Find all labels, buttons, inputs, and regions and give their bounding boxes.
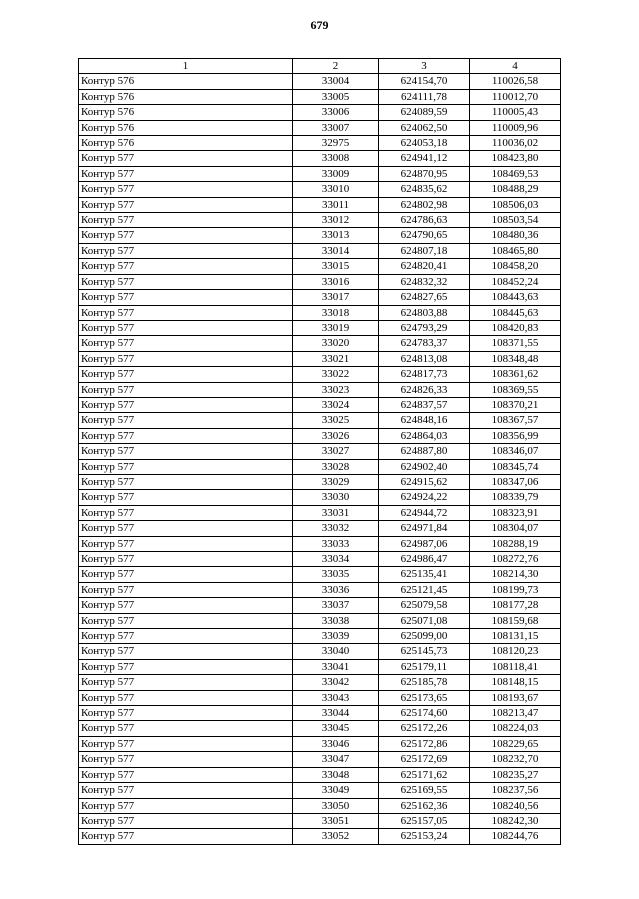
x-coordinate-cell: 625169,55 bbox=[379, 783, 470, 798]
point-number-cell: 33034 bbox=[293, 552, 379, 567]
table-row bbox=[79, 166, 561, 181]
contour-name-cell: Контур 577 bbox=[79, 613, 293, 628]
table-row bbox=[79, 644, 561, 659]
contour-name-cell: Контур 577 bbox=[79, 644, 293, 659]
table-row bbox=[79, 397, 561, 412]
contour-name-cell: Контур 577 bbox=[79, 813, 293, 828]
x-coordinate-cell: 624971,84 bbox=[379, 521, 470, 536]
point-number-cell: 33019 bbox=[293, 320, 379, 335]
y-coordinate-cell: 108272,76 bbox=[470, 552, 561, 567]
point-number-cell: 33006 bbox=[293, 105, 379, 120]
x-coordinate-cell: 624870,95 bbox=[379, 166, 470, 181]
y-coordinate-cell: 108148,15 bbox=[470, 675, 561, 690]
y-coordinate-cell: 108420,83 bbox=[470, 320, 561, 335]
table-row bbox=[79, 336, 561, 351]
x-coordinate-cell: 625171,62 bbox=[379, 767, 470, 782]
point-number-cell: 33038 bbox=[293, 613, 379, 628]
table-row bbox=[79, 767, 561, 782]
contour-name-cell: Контур 577 bbox=[79, 490, 293, 505]
y-coordinate-cell: 108214,30 bbox=[470, 567, 561, 582]
y-coordinate-cell: 108118,41 bbox=[470, 659, 561, 674]
table-row bbox=[79, 629, 561, 644]
y-coordinate-cell: 108345,74 bbox=[470, 459, 561, 474]
y-coordinate-cell: 108339,79 bbox=[470, 490, 561, 505]
point-number-cell: 33033 bbox=[293, 536, 379, 551]
y-coordinate-cell: 108229,65 bbox=[470, 736, 561, 751]
contour-name-cell: Контур 577 bbox=[79, 305, 293, 320]
x-coordinate-cell: 624803,88 bbox=[379, 305, 470, 320]
y-coordinate-cell: 108452,24 bbox=[470, 274, 561, 289]
table-row bbox=[79, 783, 561, 798]
table-row bbox=[79, 474, 561, 489]
table-row bbox=[79, 490, 561, 505]
table-row bbox=[79, 197, 561, 212]
y-coordinate-cell: 108323,91 bbox=[470, 505, 561, 520]
table-row bbox=[79, 552, 561, 567]
contour-name-cell: Контур 577 bbox=[79, 598, 293, 613]
table-row bbox=[79, 798, 561, 813]
y-coordinate-cell: 108506,03 bbox=[470, 197, 561, 212]
x-coordinate-cell: 624915,62 bbox=[379, 474, 470, 489]
y-coordinate-cell: 108503,54 bbox=[470, 213, 561, 228]
point-number-cell: 33022 bbox=[293, 367, 379, 382]
contour-name-cell: Контур 577 bbox=[79, 166, 293, 181]
column-header-2: 2 bbox=[293, 59, 379, 74]
contour-name-cell: Контур 576 bbox=[79, 120, 293, 135]
contour-name-cell: Контур 577 bbox=[79, 706, 293, 721]
point-number-cell: 33048 bbox=[293, 767, 379, 782]
table-row bbox=[79, 721, 561, 736]
table-row bbox=[79, 428, 561, 443]
point-number-cell: 33044 bbox=[293, 706, 379, 721]
point-number-cell: 33040 bbox=[293, 644, 379, 659]
contour-name-cell: Контур 577 bbox=[79, 505, 293, 520]
y-coordinate-cell: 108288,19 bbox=[470, 536, 561, 551]
point-number-cell: 33041 bbox=[293, 659, 379, 674]
y-coordinate-cell: 108346,07 bbox=[470, 444, 561, 459]
point-number-cell: 33032 bbox=[293, 521, 379, 536]
y-coordinate-cell: 108458,20 bbox=[470, 259, 561, 274]
x-coordinate-cell: 624793,29 bbox=[379, 320, 470, 335]
contour-name-cell: Контур 577 bbox=[79, 336, 293, 351]
x-coordinate-cell: 625172,86 bbox=[379, 736, 470, 751]
table-row bbox=[79, 829, 561, 844]
x-coordinate-cell: 624807,18 bbox=[379, 243, 470, 258]
y-coordinate-cell: 108480,36 bbox=[470, 228, 561, 243]
y-coordinate-cell: 108367,57 bbox=[470, 413, 561, 428]
x-coordinate-cell: 624987,06 bbox=[379, 536, 470, 551]
point-number-cell: 33014 bbox=[293, 243, 379, 258]
contour-name-cell: Контур 577 bbox=[79, 629, 293, 644]
point-number-cell: 33029 bbox=[293, 474, 379, 489]
point-number-cell: 33025 bbox=[293, 413, 379, 428]
contour-name-cell: Контур 577 bbox=[79, 351, 293, 366]
table-row bbox=[79, 182, 561, 197]
y-coordinate-cell: 108371,55 bbox=[470, 336, 561, 351]
table-row bbox=[79, 367, 561, 382]
x-coordinate-cell: 624783,37 bbox=[379, 336, 470, 351]
point-number-cell: 33021 bbox=[293, 351, 379, 366]
x-coordinate-cell: 624813,08 bbox=[379, 351, 470, 366]
contour-name-cell: Контур 577 bbox=[79, 552, 293, 567]
point-number-cell: 33012 bbox=[293, 213, 379, 228]
table-row bbox=[79, 567, 561, 582]
contour-name-cell: Контур 577 bbox=[79, 182, 293, 197]
x-coordinate-cell: 625162,36 bbox=[379, 798, 470, 813]
contour-name-cell: Контур 577 bbox=[79, 521, 293, 536]
point-number-cell: 33010 bbox=[293, 182, 379, 197]
table-row bbox=[79, 74, 561, 89]
contour-name-cell: Контур 577 bbox=[79, 274, 293, 289]
x-coordinate-cell: 624802,98 bbox=[379, 197, 470, 212]
y-coordinate-cell: 108199,73 bbox=[470, 582, 561, 597]
x-coordinate-cell: 624053,18 bbox=[379, 136, 470, 151]
x-coordinate-cell: 625172,69 bbox=[379, 752, 470, 767]
point-number-cell: 33043 bbox=[293, 690, 379, 705]
table-row bbox=[79, 444, 561, 459]
table-header bbox=[79, 59, 561, 74]
table-body bbox=[79, 74, 561, 844]
contour-name-cell: Контур 576 bbox=[79, 105, 293, 120]
table-row bbox=[79, 706, 561, 721]
point-number-cell: 33018 bbox=[293, 305, 379, 320]
table-row bbox=[79, 274, 561, 289]
table-row bbox=[79, 259, 561, 274]
x-coordinate-cell: 625121,45 bbox=[379, 582, 470, 597]
table-row bbox=[79, 736, 561, 751]
point-number-cell: 33024 bbox=[293, 397, 379, 412]
point-number-cell: 33049 bbox=[293, 783, 379, 798]
table-row bbox=[79, 351, 561, 366]
x-coordinate-cell: 625174,60 bbox=[379, 706, 470, 721]
x-coordinate-cell: 624902,40 bbox=[379, 459, 470, 474]
x-coordinate-cell: 625135,41 bbox=[379, 567, 470, 582]
table-row bbox=[79, 521, 561, 536]
y-coordinate-cell: 108348,48 bbox=[470, 351, 561, 366]
point-number-cell: 33015 bbox=[293, 259, 379, 274]
page-number: 679 bbox=[310, 18, 329, 32]
contour-name-cell: Контур 577 bbox=[79, 798, 293, 813]
table-row bbox=[79, 105, 561, 120]
x-coordinate-cell: 625153,24 bbox=[379, 829, 470, 844]
point-number-cell: 33028 bbox=[293, 459, 379, 474]
contour-name-cell: Контур 577 bbox=[79, 367, 293, 382]
point-number-cell: 33008 bbox=[293, 151, 379, 166]
point-number-cell: 33027 bbox=[293, 444, 379, 459]
table-row bbox=[79, 120, 561, 135]
x-coordinate-cell: 625185,78 bbox=[379, 675, 470, 690]
y-coordinate-cell: 108244,76 bbox=[470, 829, 561, 844]
x-coordinate-cell: 624820,41 bbox=[379, 259, 470, 274]
x-coordinate-cell: 624941,12 bbox=[379, 151, 470, 166]
point-number-cell: 33051 bbox=[293, 813, 379, 828]
x-coordinate-cell: 624864,03 bbox=[379, 428, 470, 443]
y-coordinate-cell: 108423,80 bbox=[470, 151, 561, 166]
contour-name-cell: Контур 577 bbox=[79, 151, 293, 166]
y-coordinate-cell: 110012,70 bbox=[470, 89, 561, 104]
y-coordinate-cell: 110009,96 bbox=[470, 120, 561, 135]
contour-name-cell: Контур 576 bbox=[79, 89, 293, 104]
x-coordinate-cell: 624835,62 bbox=[379, 182, 470, 197]
contour-name-cell: Контур 577 bbox=[79, 397, 293, 412]
contour-name-cell: Контур 577 bbox=[79, 721, 293, 736]
table-row bbox=[79, 536, 561, 551]
point-number-cell: 33045 bbox=[293, 721, 379, 736]
x-coordinate-cell: 625157,05 bbox=[379, 813, 470, 828]
y-coordinate-cell: 108237,56 bbox=[470, 783, 561, 798]
table-row bbox=[79, 290, 561, 305]
x-coordinate-cell: 624111,78 bbox=[379, 89, 470, 104]
contour-name-cell: Контур 577 bbox=[79, 444, 293, 459]
x-coordinate-cell: 624837,57 bbox=[379, 397, 470, 412]
x-coordinate-cell: 624786,63 bbox=[379, 213, 470, 228]
x-coordinate-cell: 624832,32 bbox=[379, 274, 470, 289]
x-coordinate-cell: 625173,65 bbox=[379, 690, 470, 705]
point-number-cell: 33007 bbox=[293, 120, 379, 135]
x-coordinate-cell: 624826,33 bbox=[379, 382, 470, 397]
y-coordinate-cell: 108465,80 bbox=[470, 243, 561, 258]
point-number-cell: 32975 bbox=[293, 136, 379, 151]
table-row bbox=[79, 752, 561, 767]
point-number-cell: 33017 bbox=[293, 290, 379, 305]
table-row bbox=[79, 89, 561, 104]
table-row bbox=[79, 213, 561, 228]
contour-name-cell: Контур 577 bbox=[79, 536, 293, 551]
point-number-cell: 33009 bbox=[293, 166, 379, 181]
point-number-cell: 33030 bbox=[293, 490, 379, 505]
point-number-cell: 33042 bbox=[293, 675, 379, 690]
table-row bbox=[79, 320, 561, 335]
contour-name-cell: Контур 577 bbox=[79, 320, 293, 335]
table-row bbox=[79, 505, 561, 520]
table-row bbox=[79, 813, 561, 828]
contour-name-cell: Контур 577 bbox=[79, 290, 293, 305]
point-number-cell: 33004 bbox=[293, 74, 379, 89]
y-coordinate-cell: 108193,67 bbox=[470, 690, 561, 705]
x-coordinate-cell: 624827,65 bbox=[379, 290, 470, 305]
point-number-cell: 33037 bbox=[293, 598, 379, 613]
contour-name-cell: Контур 577 bbox=[79, 459, 293, 474]
point-number-cell: 33035 bbox=[293, 567, 379, 582]
contour-name-cell: Контур 577 bbox=[79, 259, 293, 274]
table-row bbox=[79, 459, 561, 474]
table-row bbox=[79, 598, 561, 613]
y-coordinate-cell: 108240,56 bbox=[470, 798, 561, 813]
contour-name-cell: Контур 577 bbox=[79, 783, 293, 798]
x-coordinate-cell: 624790,65 bbox=[379, 228, 470, 243]
contour-name-cell: Контур 576 bbox=[79, 74, 293, 89]
y-coordinate-cell: 108488,29 bbox=[470, 182, 561, 197]
y-coordinate-cell: 108177,28 bbox=[470, 598, 561, 613]
y-coordinate-cell: 108213,47 bbox=[470, 706, 561, 721]
y-coordinate-cell: 108304,07 bbox=[470, 521, 561, 536]
point-number-cell: 33036 bbox=[293, 582, 379, 597]
x-coordinate-cell: 624944,72 bbox=[379, 505, 470, 520]
table-row bbox=[79, 659, 561, 674]
x-coordinate-cell: 624848,16 bbox=[379, 413, 470, 428]
contour-name-cell: Контур 577 bbox=[79, 213, 293, 228]
x-coordinate-cell: 624089,59 bbox=[379, 105, 470, 120]
table-row bbox=[79, 305, 561, 320]
x-coordinate-cell: 625079,58 bbox=[379, 598, 470, 613]
x-coordinate-cell: 624062,50 bbox=[379, 120, 470, 135]
x-coordinate-cell: 624887,80 bbox=[379, 444, 470, 459]
contour-name-cell: Контур 576 bbox=[79, 136, 293, 151]
contour-name-cell: Контур 577 bbox=[79, 567, 293, 582]
x-coordinate-cell: 624986,47 bbox=[379, 552, 470, 567]
y-coordinate-cell: 108445,63 bbox=[470, 305, 561, 320]
point-number-cell: 33011 bbox=[293, 197, 379, 212]
x-coordinate-cell: 624154,70 bbox=[379, 74, 470, 89]
point-number-cell: 33026 bbox=[293, 428, 379, 443]
contour-name-cell: Контур 577 bbox=[79, 659, 293, 674]
contour-name-cell: Контур 577 bbox=[79, 829, 293, 844]
table-row bbox=[79, 582, 561, 597]
point-number-cell: 33031 bbox=[293, 505, 379, 520]
contour-name-cell: Контур 577 bbox=[79, 752, 293, 767]
table-row bbox=[79, 136, 561, 151]
x-coordinate-cell: 624924,22 bbox=[379, 490, 470, 505]
x-coordinate-cell: 624817,73 bbox=[379, 367, 470, 382]
contour-name-cell: Контур 577 bbox=[79, 413, 293, 428]
point-number-cell: 33023 bbox=[293, 382, 379, 397]
point-number-cell: 33046 bbox=[293, 736, 379, 751]
point-number-cell: 33016 bbox=[293, 274, 379, 289]
y-coordinate-cell: 108224,03 bbox=[470, 721, 561, 736]
y-coordinate-cell: 108235,27 bbox=[470, 767, 561, 782]
contour-name-cell: Контур 577 bbox=[79, 767, 293, 782]
y-coordinate-cell: 108242,30 bbox=[470, 813, 561, 828]
point-number-cell: 33005 bbox=[293, 89, 379, 104]
table-row bbox=[79, 243, 561, 258]
contour-name-cell: Контур 577 bbox=[79, 690, 293, 705]
contour-name-cell: Контур 577 bbox=[79, 428, 293, 443]
contour-name-cell: Контур 577 bbox=[79, 474, 293, 489]
x-coordinate-cell: 625179,11 bbox=[379, 659, 470, 674]
column-header-3: 3 bbox=[379, 59, 470, 74]
y-coordinate-cell: 108361,62 bbox=[470, 367, 561, 382]
y-coordinate-cell: 108347,06 bbox=[470, 474, 561, 489]
table-row bbox=[79, 413, 561, 428]
y-coordinate-cell: 110026,58 bbox=[470, 74, 561, 89]
contour-name-cell: Контур 577 bbox=[79, 582, 293, 597]
y-coordinate-cell: 108232,70 bbox=[470, 752, 561, 767]
coordinates-table bbox=[78, 58, 561, 845]
x-coordinate-cell: 625145,73 bbox=[379, 644, 470, 659]
point-number-cell: 33013 bbox=[293, 228, 379, 243]
contour-name-cell: Контур 577 bbox=[79, 675, 293, 690]
table-row bbox=[79, 675, 561, 690]
point-number-cell: 33047 bbox=[293, 752, 379, 767]
y-coordinate-cell: 108370,21 bbox=[470, 397, 561, 412]
y-coordinate-cell: 108159,68 bbox=[470, 613, 561, 628]
column-header-4: 4 bbox=[470, 59, 561, 74]
table-row bbox=[79, 151, 561, 166]
y-coordinate-cell: 108120,23 bbox=[470, 644, 561, 659]
y-coordinate-cell: 108469,53 bbox=[470, 166, 561, 181]
x-coordinate-cell: 625099,00 bbox=[379, 629, 470, 644]
column-header-1: 1 bbox=[79, 59, 293, 74]
x-coordinate-cell: 625172,26 bbox=[379, 721, 470, 736]
x-coordinate-cell: 625071,08 bbox=[379, 613, 470, 628]
contour-name-cell: Контур 577 bbox=[79, 382, 293, 397]
point-number-cell: 33052 bbox=[293, 829, 379, 844]
table-row bbox=[79, 228, 561, 243]
contour-name-cell: Контур 577 bbox=[79, 243, 293, 258]
y-coordinate-cell: 108356,99 bbox=[470, 428, 561, 443]
table-row bbox=[79, 382, 561, 397]
y-coordinate-cell: 108443,63 bbox=[470, 290, 561, 305]
contour-name-cell: Контур 577 bbox=[79, 736, 293, 751]
y-coordinate-cell: 110036,02 bbox=[470, 136, 561, 151]
table-row bbox=[79, 613, 561, 628]
y-coordinate-cell: 108369,55 bbox=[470, 382, 561, 397]
contour-name-cell: Контур 577 bbox=[79, 197, 293, 212]
point-number-cell: 33020 bbox=[293, 336, 379, 351]
header-row bbox=[79, 59, 561, 74]
table-row bbox=[79, 690, 561, 705]
y-coordinate-cell: 108131,15 bbox=[470, 629, 561, 644]
y-coordinate-cell: 110005,43 bbox=[470, 105, 561, 120]
contour-name-cell: Контур 577 bbox=[79, 228, 293, 243]
point-number-cell: 33050 bbox=[293, 798, 379, 813]
point-number-cell: 33039 bbox=[293, 629, 379, 644]
